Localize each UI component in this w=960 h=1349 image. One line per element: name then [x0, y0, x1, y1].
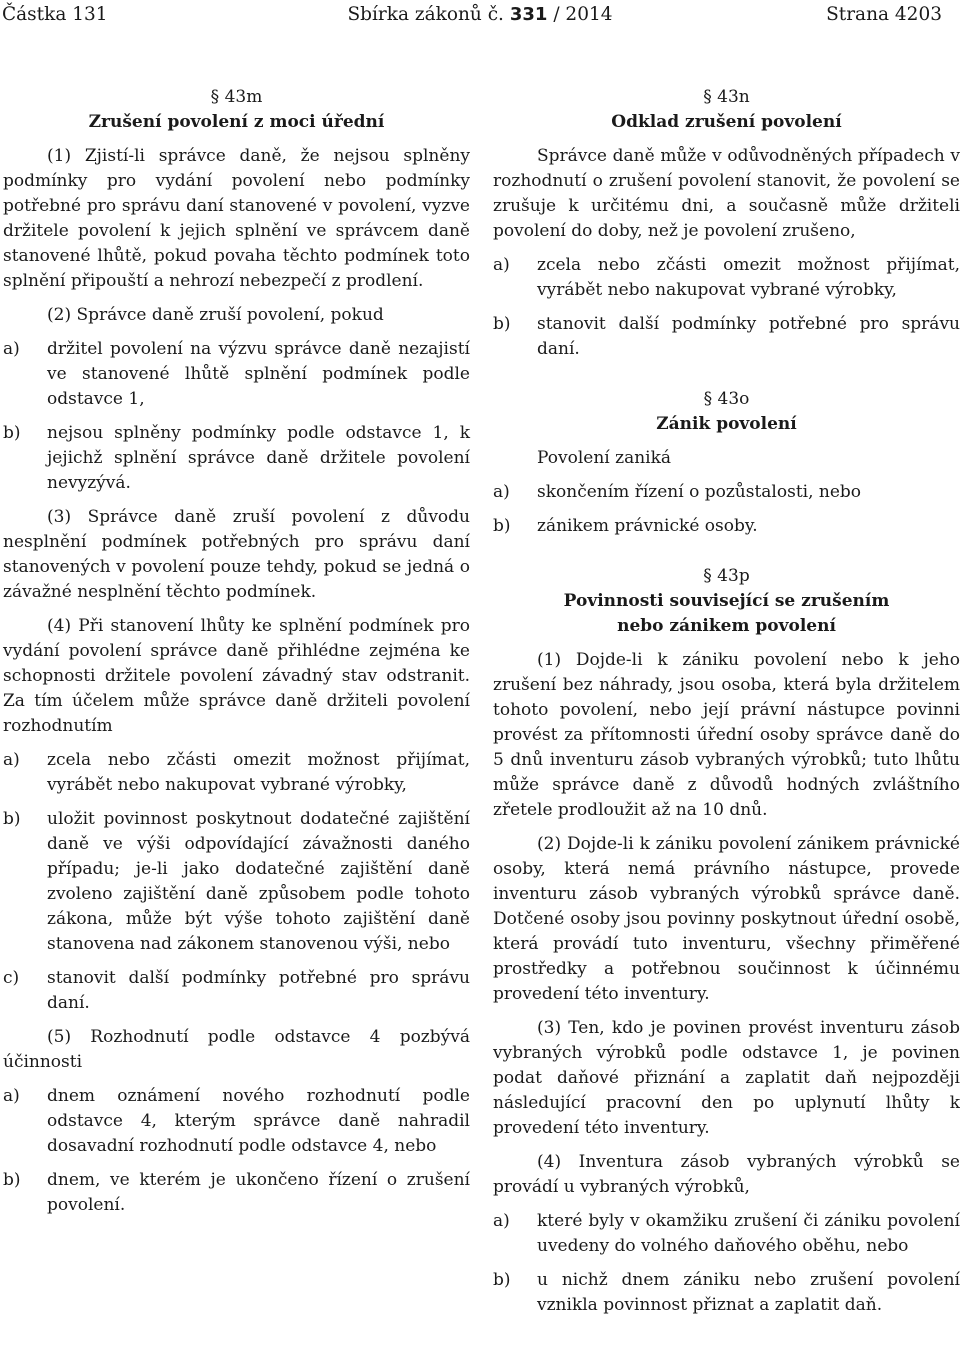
list-item-43o-b	[493, 514, 960, 539]
left-column	[3, 84, 470, 1218]
section-43p-title	[493, 589, 960, 639]
list-item-text: skončením řízení o pozůstalosti, nebo	[537, 482, 862, 502]
list-item-43p-4a	[493, 1209, 960, 1259]
list-item-text: držitel povolení na výzvu správce daně nezajistí ve stanovené lhůtě splnění podmínek podle odstavce 1,	[47, 339, 470, 409]
section-43n-title: Odklad zrušení povolení	[611, 112, 842, 132]
section-43p-number: § 43p	[703, 566, 750, 586]
list-item-43m-2b	[3, 421, 470, 496]
paragraph-43n: Správce daně může v odůvodněných případech v rozhodnutí o zrušení povolení stanovit, že povolení se zrušuje k určitému dni, a současně může držiteli povolení do doby, než je povolení zrušeno,	[493, 146, 960, 241]
list-marker: b)	[493, 516, 511, 536]
list-item-43n-a	[493, 253, 960, 303]
list-marker: b)	[493, 314, 511, 334]
list-marker: b)	[493, 1270, 511, 1290]
list-item-43m-2a	[3, 337, 470, 412]
section-43n-number: § 43n	[703, 87, 750, 107]
list-item-text: stanovit další podmínky potřebné pro správu daní.	[47, 968, 470, 1013]
list-item-43m-5b	[3, 1168, 470, 1218]
paragraph-43p-2: (2) Dojde-li k zániku povolení zánikem právnické osoby, která nemá právního nástupce, provede inventuru zásob vybraných výrobků správce daně. Dotčené osoby jsou povinny poskytnout úřední osobě, která provádí tuto inventuru, všechny přiměřené prostředky a potřebnou součinnost k účinnému provedení této inventury.	[493, 834, 960, 1004]
list-item-text: které byly v okamžiku zrušení či zániku povolení uvedeny do volného daňového oběhu, nebo	[537, 1211, 960, 1256]
section-43m-number: § 43m	[210, 87, 263, 107]
page-number: Strana 4203	[826, 4, 942, 25]
paragraph-43p-3: (3) Ten, kdo je povinen provést inventuru zásob vybraných výrobků podle odstavce 1, je povinen podat daňové přiznání a zaplatit daň nejpozději následující pracovní den po uplynutí lhůty k provedení této inventury.	[493, 1018, 960, 1138]
section-43p-title-line-1: Povinnosti související se zrušením	[563, 591, 890, 611]
page-header	[0, 3, 960, 29]
list-item-text: zcela nebo zčásti omezit možnost přijímat, vyrábět nebo nakupovat vybrané výrobky,	[47, 750, 470, 795]
list-item-43m-5a	[3, 1084, 470, 1159]
list-item-43o-a	[493, 480, 960, 505]
right-column	[493, 84, 960, 1318]
list-item-43m-4a	[3, 748, 470, 798]
list-marker: b)	[3, 423, 21, 443]
paragraph-43m-3: (3) Správce daně zruší povolení z důvodu nesplnění podmínek potřebných pro správu daní stanovených v povolení pouze tehdy, pokud se jedná o závažné nesplnění těchto podmínek.	[3, 507, 470, 602]
paragraph-43m-2: (2) Správce daně zruší povolení, pokud	[47, 305, 384, 325]
list-marker: a)	[3, 1086, 20, 1106]
paragraph-43p-1: (1) Dojde-li k zániku povolení nebo k jeho zrušení bez náhrady, jsou osoba, která byla držitelem tohoto povolení, nebo její právní nástupce povinni provést za přítomnosti úřední osoby správce daně do 5 dnů inventuru zásob vybraných výrobků; tuto lhůtu může správce daně z důvodů hodných zvláštního zřetele prodloužit až na 10 dnů.	[493, 650, 960, 820]
list-item-text: nejsou splněny podmínky podle odstavce 1, k jejichž splnění správce daně držitele povolení nevyzývá.	[47, 423, 470, 493]
list-item-text: dnem oznámení nového rozhodnutí podle odstavce 4, kterým správce daně nahradil dosavadní rozhodnutí podle odstavce 4, nebo	[47, 1086, 470, 1156]
list-marker: c)	[3, 968, 20, 988]
paragraph-43m-1: (1) Zjistí-li správce daně, že nejsou splněny podmínky pro vydání povolení nebo podmínky potřebné pro správu daní stanovené v povolení, vyzve držitele povolení k jejich splnění ve správcem daně stanovené lhůtě, pokud povaha těchto podmínek toto splnění připouští a nehrozí nebezpečí z prodlení.	[3, 146, 470, 291]
list-item-43m-4c	[3, 966, 470, 1016]
issue-part: Částka 131	[2, 4, 108, 25]
paragraph-43m-5: (5) Rozhodnutí podle odstavce 4 pozbývá účinnosti	[3, 1027, 470, 1072]
section-43p-title-line-2: nebo zánikem povolení	[617, 616, 836, 636]
section-43o-number: § 43o	[703, 389, 750, 409]
collection-number: 331	[509, 4, 548, 25]
collection-year: / 2014	[553, 4, 613, 25]
list-marker: a)	[3, 339, 20, 359]
paragraph-43m-4: (4) Při stanovení lhůty ke splnění podmínek pro vydání povolení správce daně přihlédne zejména ke schopnosti držitele povolení závadný stav odstranit. Za tím účelem může správce daně držiteli povolení rozhodnutím	[3, 616, 470, 736]
list-item-43m-4b	[3, 807, 470, 957]
collection-title	[0, 3, 960, 27]
paragraph-43p-4: (4) Inventura zásob vybraných výrobků se provádí u vybraných výrobků,	[493, 1152, 960, 1197]
list-item-text: uložit povinnost poskytnout dodatečné zajištění daně ve výši odpovídající závažnosti daného případu; je-li jako dodatečné zajištění daně zvoleno zajištění daně způsobem podle tohoto zákona, může být výše tohoto zajištění daně stanovena nad zákonem stanovenou výši, nebo	[47, 809, 470, 954]
list-marker: b)	[3, 809, 21, 829]
list-item-text: stanovit další podmínky potřebné pro správu daní.	[537, 314, 960, 359]
section-43o-title: Zánik povolení	[656, 414, 797, 434]
list-marker: a)	[493, 255, 510, 275]
paragraph-43o: Povolení zaniká	[537, 448, 672, 468]
list-item-43n-b	[493, 312, 960, 362]
collection-prefix: Sbírka zákonů č.	[347, 4, 504, 25]
list-item-43p-4b	[493, 1268, 960, 1318]
list-item-text: zánikem právnické osoby.	[537, 516, 758, 536]
list-item-text: dnem, ve kterém je ukončeno řízení o zrušení povolení.	[47, 1170, 470, 1215]
list-marker: a)	[3, 750, 20, 770]
section-43m-title: Zrušení povolení z moci úřední	[88, 112, 385, 132]
list-marker: a)	[493, 1211, 510, 1231]
list-marker: a)	[493, 482, 510, 502]
list-item-text: u nichž dnem zániku nebo zrušení povolení vznikla povinnost přiznat a zaplatit daň.	[537, 1270, 960, 1315]
list-item-text: zcela nebo zčásti omezit možnost přijímat, vyrábět nebo nakupovat vybrané výrobky,	[537, 255, 960, 300]
list-marker: b)	[3, 1170, 21, 1190]
